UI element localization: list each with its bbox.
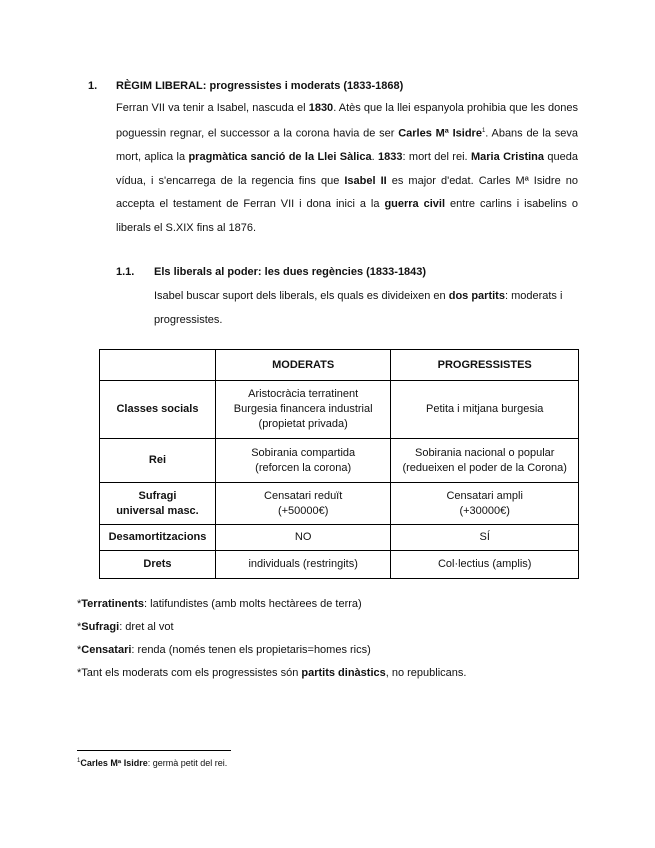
table-header-row [100, 350, 579, 381]
bold-text: partits dinàstics [301, 667, 386, 679]
cell-moderats: NO [215, 525, 390, 551]
bold-text: 1830 [308, 102, 334, 114]
bold-text: Isabel II [344, 174, 387, 187]
bold-text: Terratinents [81, 598, 145, 610]
note-item [77, 662, 466, 685]
row-label: Sufragi universal masc. [100, 483, 216, 525]
cell-moderats: Censatari reduït (+50000€) [215, 483, 390, 525]
text-run: * [77, 644, 82, 656]
section-1-title: RÈGIM LIBERAL: progressistes i moderats (1833-1868) [116, 80, 404, 92]
section-1-1-paragraph [154, 284, 578, 332]
text-run: : dret al vot [119, 621, 174, 633]
text-run: * [77, 621, 82, 633]
text-run: queda vídua, i s'encarrega de la regencia fins que [116, 151, 578, 187]
bold-text: dos partits [448, 290, 505, 302]
row-label: Rei [100, 439, 216, 483]
cell-progressistes: Col·lectius (amplis) [391, 551, 579, 579]
bold-text: pragmàtica sanció de la Llei Sàlica [188, 151, 372, 164]
parties-comparison-table [99, 349, 579, 579]
text-run: * [77, 598, 82, 610]
bold-text: Maria Cristina [470, 151, 545, 164]
notes-list [77, 593, 466, 685]
text-run: es major d'edat. Carles Mª Isidre no accepta el testament de Ferran VII i dona inici a la [116, 174, 578, 211]
note-item [77, 639, 466, 662]
row-label: Desamortitzacions [100, 525, 216, 551]
text-run: : moderats i progressistes. [154, 290, 563, 326]
section-1-1-heading [116, 266, 426, 278]
bold-text: Censatari [81, 644, 132, 656]
bold-text: guerra civil [384, 198, 446, 211]
text-run: *Tant els moderats com els progressistes són [77, 667, 302, 679]
bold-text: Carles Mª Isidre [80, 758, 148, 768]
text-run: : renda (només tenen els propietaris=homes rics) [131, 644, 371, 656]
table-header-empty [100, 350, 216, 381]
text-run: entre carlins i isabelins o liberals el S.XIX fins al 1876. [116, 198, 578, 234]
table-row [100, 381, 579, 439]
table-row [100, 551, 579, 579]
section-1-1-title: Els liberals al poder: les dues regències (1833-1843) [154, 266, 427, 278]
text-run: . Abans de la seva mort, aplica la [116, 128, 578, 164]
footnote-marker: 1 [481, 128, 486, 135]
table-row [100, 525, 579, 551]
section-1-1-number: 1.1. [116, 266, 135, 278]
footnote-marker: 1 [77, 758, 81, 764]
cell-moderats: Sobirania compartida (reforcen la corona) [215, 439, 390, 483]
footnote-separator [77, 750, 231, 751]
table-header-moderats: MODERATS [215, 350, 390, 381]
row-label: Drets [100, 551, 216, 579]
note-item [77, 616, 466, 639]
section-1-paragraph [116, 97, 578, 240]
cell-progressistes: Censatari ampli (+30000€) [391, 483, 579, 525]
cell-moderats: Aristocràcia terratinent Burgesia financera industrial (propietat privada) [215, 381, 390, 439]
cell-progressistes: Petita i mitjana burgesia [391, 381, 579, 439]
bold-text: Sufragi [81, 621, 120, 633]
text-run: . Atès que la llei espanyola prohibia que les dones poguessin regnar, el successor a la corona havia de ser [116, 102, 578, 141]
cell-progressistes: SÍ [391, 525, 579, 551]
text-run: : mort del rei. [402, 151, 471, 164]
text-run: , no republicans. [385, 667, 467, 679]
text-run: Isabel buscar suport dels liberals, els quals es divideixen en [154, 290, 449, 302]
bold-text: 1833 [378, 151, 403, 164]
row-label: Classes socials [100, 381, 216, 439]
table-row [100, 439, 579, 483]
bold-text: Carles Mª Isidre [398, 128, 482, 141]
text-run: . [371, 151, 378, 164]
text-run: : latifundistes (amb molts hectàrees de terra) [144, 598, 362, 610]
table-header-progressistes: PROGRESSISTES [391, 350, 579, 381]
table-row [100, 483, 579, 525]
cell-progressistes: Sobirania nacional o popular (redueixen el poder de la Corona) [391, 439, 579, 483]
text-run: : germà petit del rei. [147, 758, 228, 768]
text-run: Ferran VII va tenir a Isabel, nascuda el [116, 102, 309, 114]
cell-moderats: individuals (restringits) [215, 551, 390, 579]
section-1-heading [88, 80, 403, 92]
note-item [77, 593, 466, 616]
footnote [77, 758, 227, 768]
section-1-number: 1. [88, 80, 98, 92]
